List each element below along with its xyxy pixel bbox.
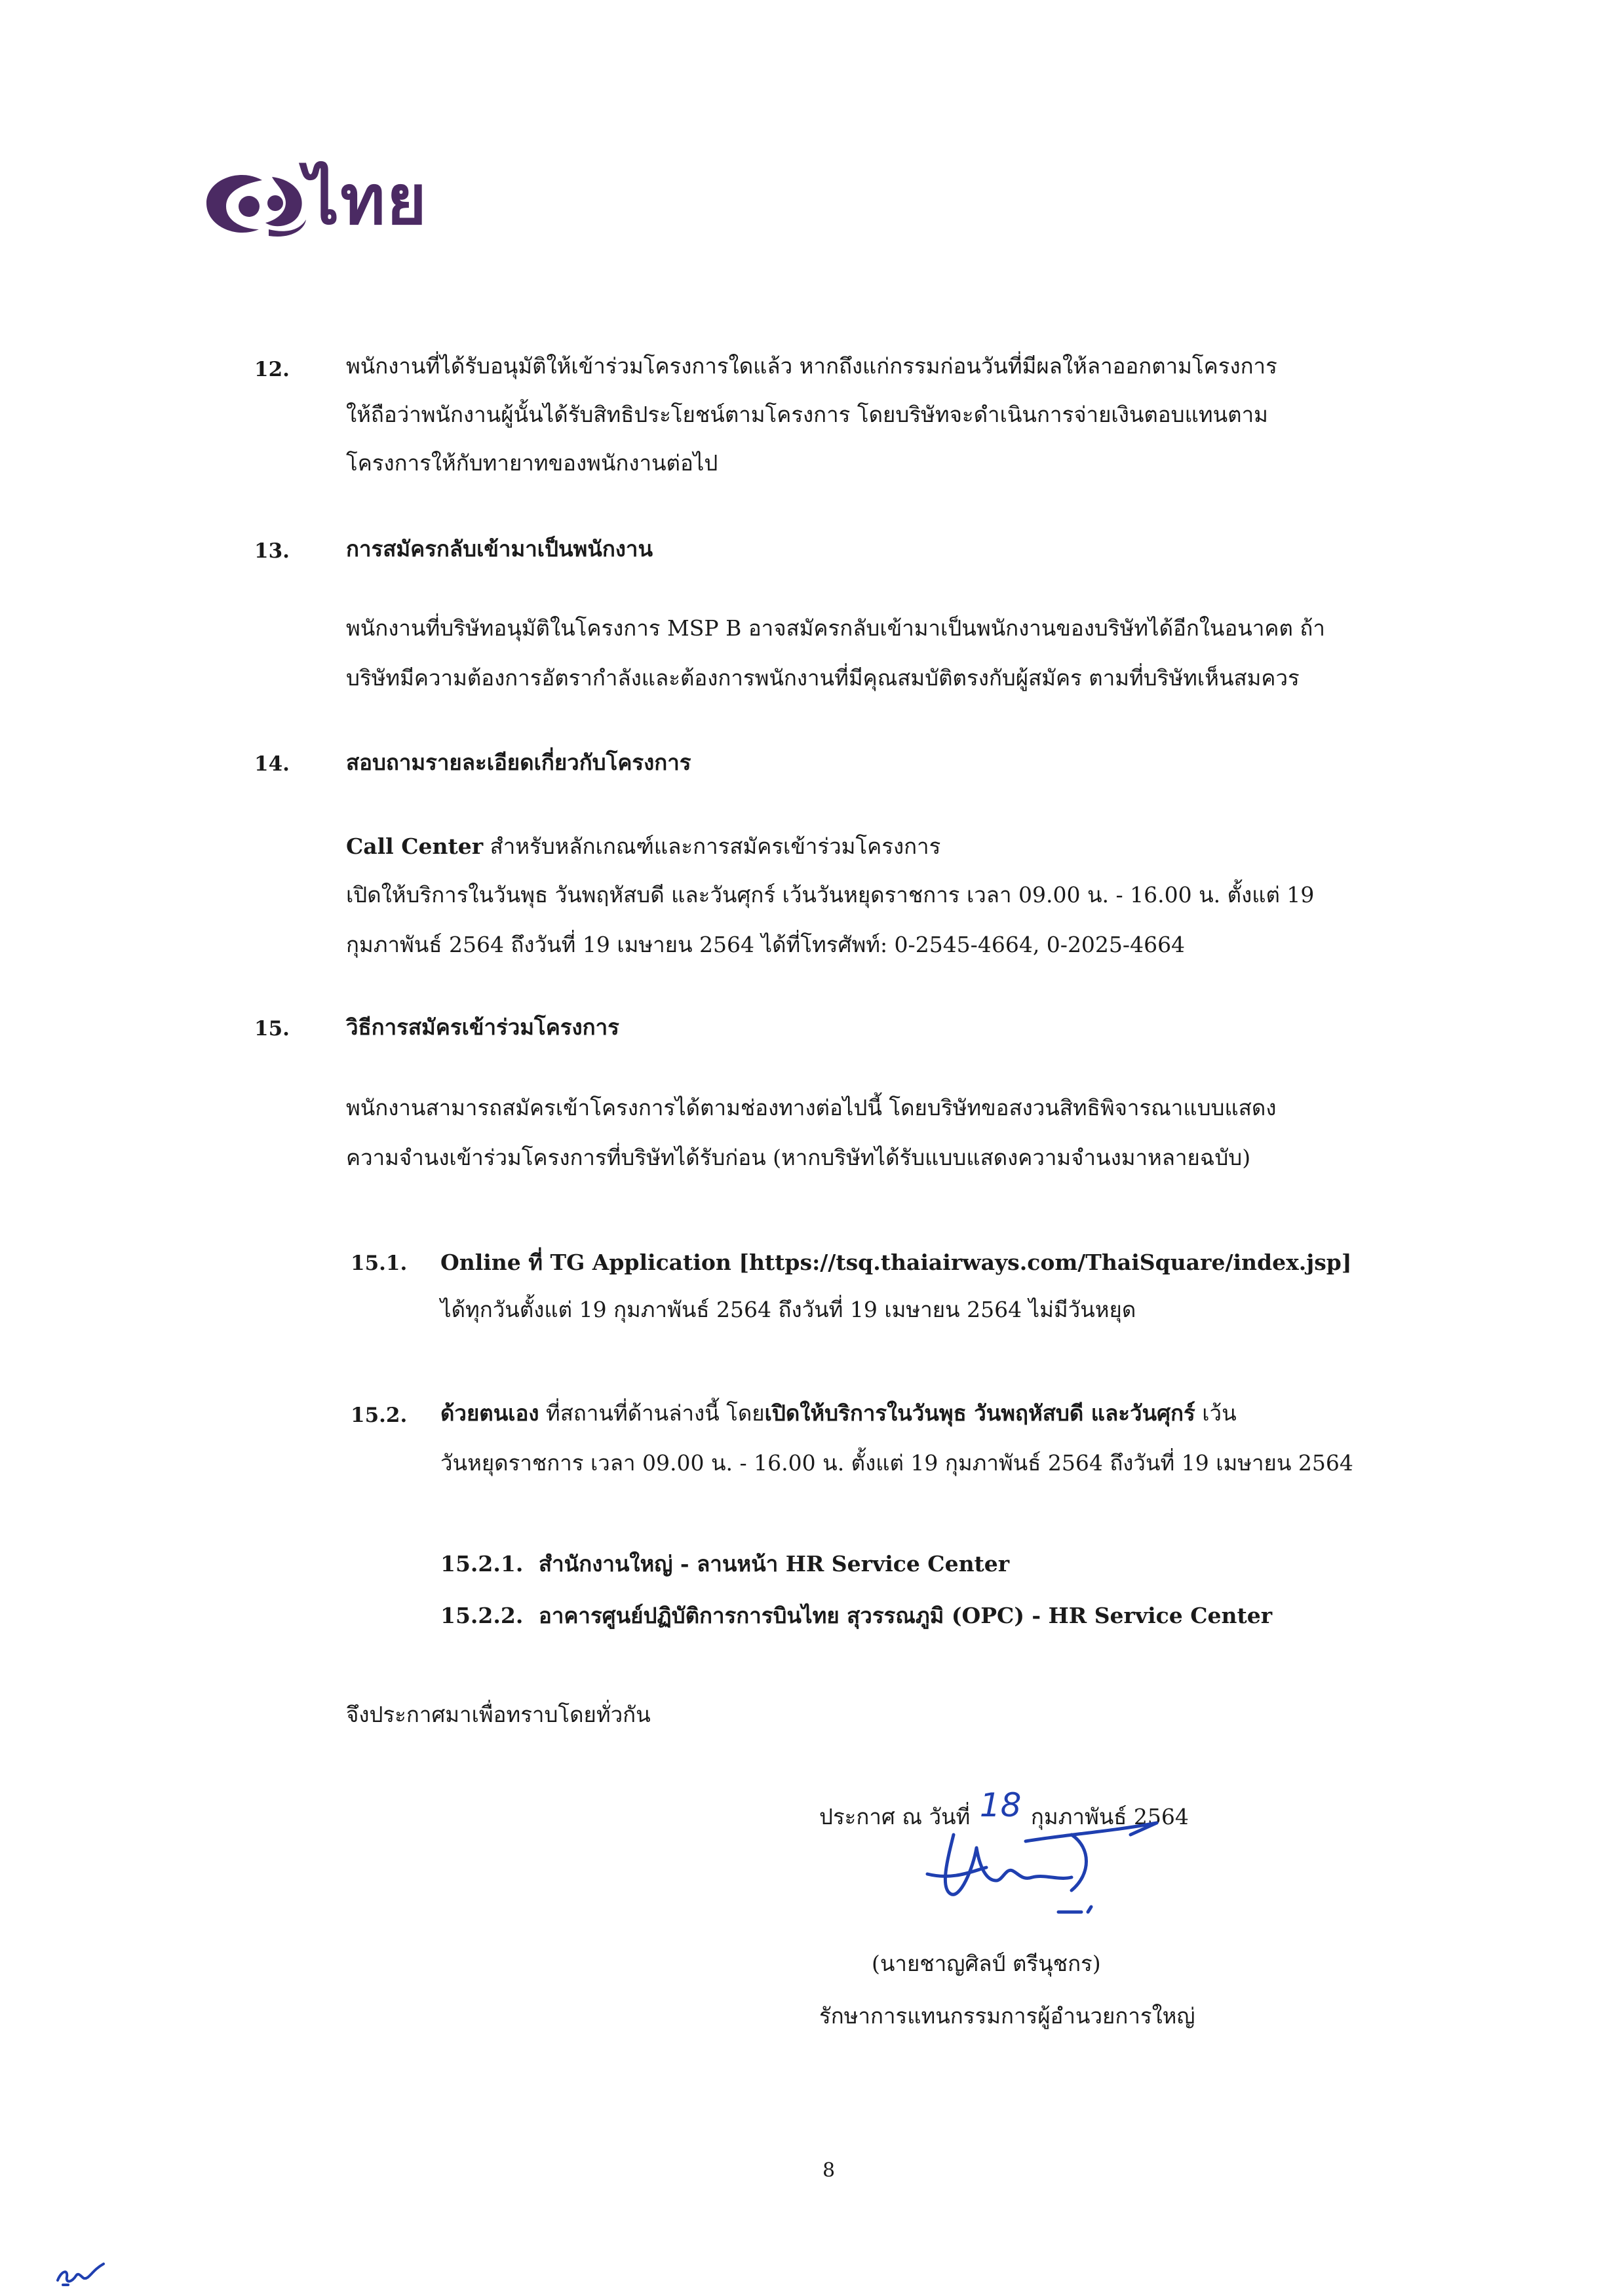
in-person-label: ด้วยตนเอง	[440, 1400, 539, 1426]
section-12-number: 12.	[254, 358, 290, 381]
item-15-2-1-number: 15.2.1.	[440, 1551, 524, 1577]
closing-text: จึงประกาศมาเพื่อทราบโดยทั่วกัน	[346, 1702, 651, 1727]
logo-wordmark: ไทย	[305, 160, 428, 240]
section-12-line-1: พนักงานที่ได้รับอนุมัติให้เข้าร่วมโครงการใดแล้ว หากถึงแก่กรรมก่อนวันที่มีผลให้ลาออกตามโครงการ	[346, 353, 1277, 379]
signer-title: รักษาการแทนกรรมการผู้อำนวยการใหญ่	[819, 2003, 1195, 2029]
item-15-2-tail: เว้น	[1195, 1400, 1237, 1426]
page-number: 8	[822, 2159, 836, 2182]
section-13-line-1: พนักงานที่บริษัทอนุมัติในโครงการ MSP B อาจสมัครกลับเข้ามาเป็นพนักงานของบริษัทได้อีกในอนาคต ถ้า	[346, 615, 1325, 641]
section-15-heading: วิธีการสมัครเข้าร่วมโครงการ	[346, 1014, 619, 1040]
section-12-line-2: ให้ถือว่าพนักงานผู้นั้นได้รับสิทธิประโยชน์ตามโครงการ โดยบริษัทจะดำเนินการจ่ายเงินตอบแทนตาม	[346, 402, 1268, 427]
signature-icon	[914, 1795, 1176, 1926]
section-13-heading: การสมัครกลับเข้ามาเป็นพนักงาน	[346, 536, 653, 562]
section-13-number: 13.	[254, 539, 290, 563]
section-15-number: 15.	[254, 1017, 290, 1041]
item-15-1-number: 15.1.	[351, 1252, 408, 1275]
section-12-line-3: โครงการให้กับทายาทของพนักงานต่อไป	[346, 450, 718, 476]
announce-suffix: กุมภาพันธ์ 2564	[1030, 1804, 1189, 1829]
section-15-line-1: พนักงานสามารถสมัครเข้าโครงการได้ตามช่องทางต่อไปนี้ โดยบริษัทขอสงวนสิทธิพิจารณาแบบแสดง	[346, 1095, 1277, 1120]
service-days: เปิดให้บริการในวันพุธ วันพฤหัสบดี และวันศุกร์	[764, 1400, 1195, 1426]
item-15-2-text: ที่สถานที่ด้านล่างนี้ โดย	[539, 1400, 765, 1426]
section-14-heading: สอบถามรายละเอียดเกี่ยวกับโครงการ	[346, 750, 691, 775]
call-center-line	[346, 822, 940, 871]
signer-name: (นายชาญศิลป์ ตรีนุชกร)	[872, 1951, 1101, 1976]
item-15-2-1-text: สำนักงานใหญ่ - ลานหน้า HR Service Center	[539, 1551, 1010, 1577]
item-15-2-2-number: 15.2.2.	[440, 1603, 524, 1628]
announce-prefix: ประกาศ ณ วันที่	[819, 1804, 971, 1829]
item-15-2-number: 15.2.	[351, 1404, 408, 1427]
section-14-line-2: กุมภาพันธ์ 2564 ถึงวันที่ 19 เมษายน 2564 ได้ที่โทรศัพท์: 0-2545-4664, 0-2025-4664	[346, 932, 1186, 957]
announce-day: 18	[979, 1786, 1022, 1824]
section-14-line-1: เปิดให้บริการในวันพุธ วันพฤหัสบดี และวันศุกร์ เว้นวันหยุดราชการ เวลา 09.00 น. - 16.00 น. ตั้งแต่ 19	[346, 882, 1315, 908]
item-15-1-online-line: Online ที่ TG Application [https://tsq.thaiairways.com/ThaiSquare/index.jsp]	[440, 1250, 1352, 1275]
section-13-line-2: บริษัทมีความต้องการอัตรากำลังและต้องการพนักงานที่มีคุณสมบัติตรงกับผู้สมัคร ตามที่บริษัทเห็นสมควร	[346, 665, 1300, 691]
item-15-2-line-2: วันหยุดราชการ เวลา 09.00 น. - 16.00 น. ตั้งแต่ 19 กุมภาพันธ์ 2564 ถึงวันที่ 19 เมษายน 2564	[440, 1450, 1353, 1476]
item-15-2-2-text: อาคารศูนย์ปฏิบัติการการบินไทย สุวรรณภูมิ (OPC) - HR Service Center	[539, 1603, 1273, 1628]
item-15-2-line-1	[440, 1389, 1237, 1438]
section-14-number: 14.	[254, 752, 290, 776]
initial-icon	[52, 2257, 111, 2290]
call-center-desc: สำหรับหลักเกณฑ์และการสมัครเข้าร่วมโครงการ	[483, 833, 941, 859]
call-center-label: Call Center	[346, 833, 484, 859]
item-15-1-line-2: ได้ทุกวันตั้งแต่ 19 กุมภาพันธ์ 2564 ถึงวันที่ 19 เมษายน 2564 ไม่มีวันหยุด	[440, 1297, 1136, 1322]
section-15-line-2: ความจำนงเข้าร่วมโครงการที่บริษัทได้รับก่อน (หากบริษัทได้รับแบบแสดงความจำนงมาหลายฉบับ)	[346, 1145, 1251, 1170]
